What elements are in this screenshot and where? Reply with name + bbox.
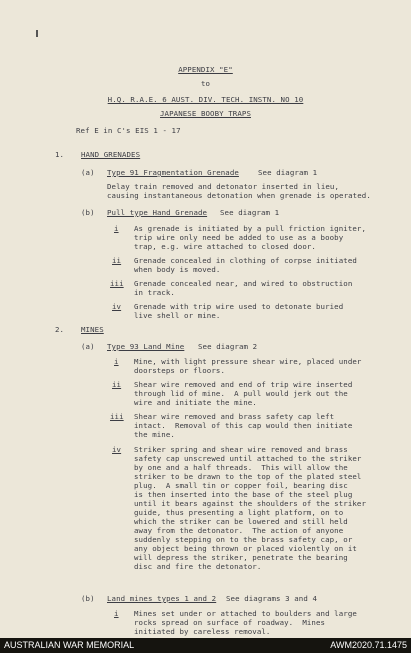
body-line: in track. [134,288,175,297]
body-line: initiated by careless removal. [134,627,271,636]
subitem-number: iv [112,445,122,454]
subitem-number: iii [110,279,124,288]
reference-title: H.Q. R.A.E. 6 AUST. DIV. TECH. INSTN. NO 10 [107,95,304,104]
body-line: Striker spring and shear wire removed and brass [134,445,348,454]
ink-mark [36,30,38,37]
item-title: Type 93 Land Mine [107,342,185,351]
body-line: trip wire only need be added to use as a booby [134,233,344,242]
subject-title: JAPANESE BOOBY TRAPS [160,109,251,118]
subitem-number: ii [112,380,122,389]
subitem-number: ii [112,256,122,265]
item-letter: (a) [81,342,95,351]
body-line: the mine. [134,430,175,439]
appendix-title: APPENDIX "E" [178,65,233,74]
section-number: 2. [55,325,65,334]
body-line: Grenade with trip wire used to detonate buried [134,302,344,311]
body-line: when body is moved. [134,265,221,274]
subitem-number: iii [110,412,124,421]
body-line: doorsteps or floors. [134,366,225,375]
footer-source: AUSTRALIAN WAR MEMORIAL [4,640,135,650]
body-line: safety cap unscrewed until attached to the striker [134,454,362,463]
body-line: disc and fire the detonator. [134,562,262,571]
item-title: Type 91 Fragmentation Grenade [107,168,239,177]
body-line: away from the detonator. The action of anyone [134,526,344,535]
subitem-number: i [114,357,119,366]
item-title: Pull type Hand Grenade [107,208,208,217]
footer-bar [0,638,411,653]
body-line: Shear wire removed and brass safety cap left [134,412,335,421]
item-letter: (a) [81,168,95,177]
body-line: Delay train removed and detonator inserted in lieu, [107,182,340,191]
body-line: Grenade concealed in clothing of corpse initiated [134,256,357,265]
body-line: rocks spread on surface of roadway. Mines [134,618,326,627]
body-line: any object being thrown or placed violently on it [134,544,357,553]
body-line: trap, e.g. wire attached to closed door. [134,242,316,251]
body-line: suddenly stepping on to the brass safety cap, or [134,535,353,544]
body-line: Mine, with light pressure shear wire, placed under [134,357,362,366]
item-note: See diagrams 3 and 4 [226,594,317,603]
body-line: Mines set under or attached to boulders and large [134,609,357,618]
section-number: 1. [55,150,65,159]
item-note: See diagram 1 [258,168,318,177]
body-line: Shear wire removed and end of trip wire inserted [134,380,353,389]
section-title: MINES [81,325,104,334]
reference-line: Ref E in C's EIS 1 - 17 [76,126,181,135]
subitem-number: i [114,224,119,233]
footer-accession-id: AWM2020.71.1475 [330,640,407,650]
body-line: Grenade concealed near, and wired to obstruction [134,279,353,288]
subitem-number: iv [112,302,122,311]
body-line: As grenade is initiated by a pull friction igniter, [134,224,367,233]
subitem-number: i [114,609,119,618]
item-note: See diagram 2 [198,342,258,351]
body-line: by one and a half threads. This will allow the [134,463,348,472]
body-line: causing instantaneous detonation when grenade is operated. [107,191,371,200]
body-line: guide, thus presenting a light platform, on to [134,508,344,517]
to-line: to [200,79,211,88]
body-line: striker to be drawn to the top of the plated steel [134,472,362,481]
item-letter: (b) [81,594,95,603]
body-line: intact. Removal of this cap would then initiate [134,421,353,430]
item-note: See diagram 1 [220,208,280,217]
section-title: HAND GRENADES [81,150,141,159]
body-line: plug. A small tin or copper foil, bearing disc [134,481,348,490]
body-line: will depress the striker, penetrate the bearing [134,553,348,562]
body-line: through lid of mine. A pull would jerk out the [134,389,348,398]
item-title: Land mines types 1 and 2 [107,594,217,603]
body-line: wire and initiate the mine. [134,398,257,407]
body-line: is then inserted into the base of the steel plug [134,490,353,499]
item-letter: (b) [81,208,95,217]
body-line: until it bears against the shoulders of the striker [134,499,367,508]
body-line: which the striker can be lowered and still held [134,517,348,526]
body-line: live shell or mine. [134,311,221,320]
